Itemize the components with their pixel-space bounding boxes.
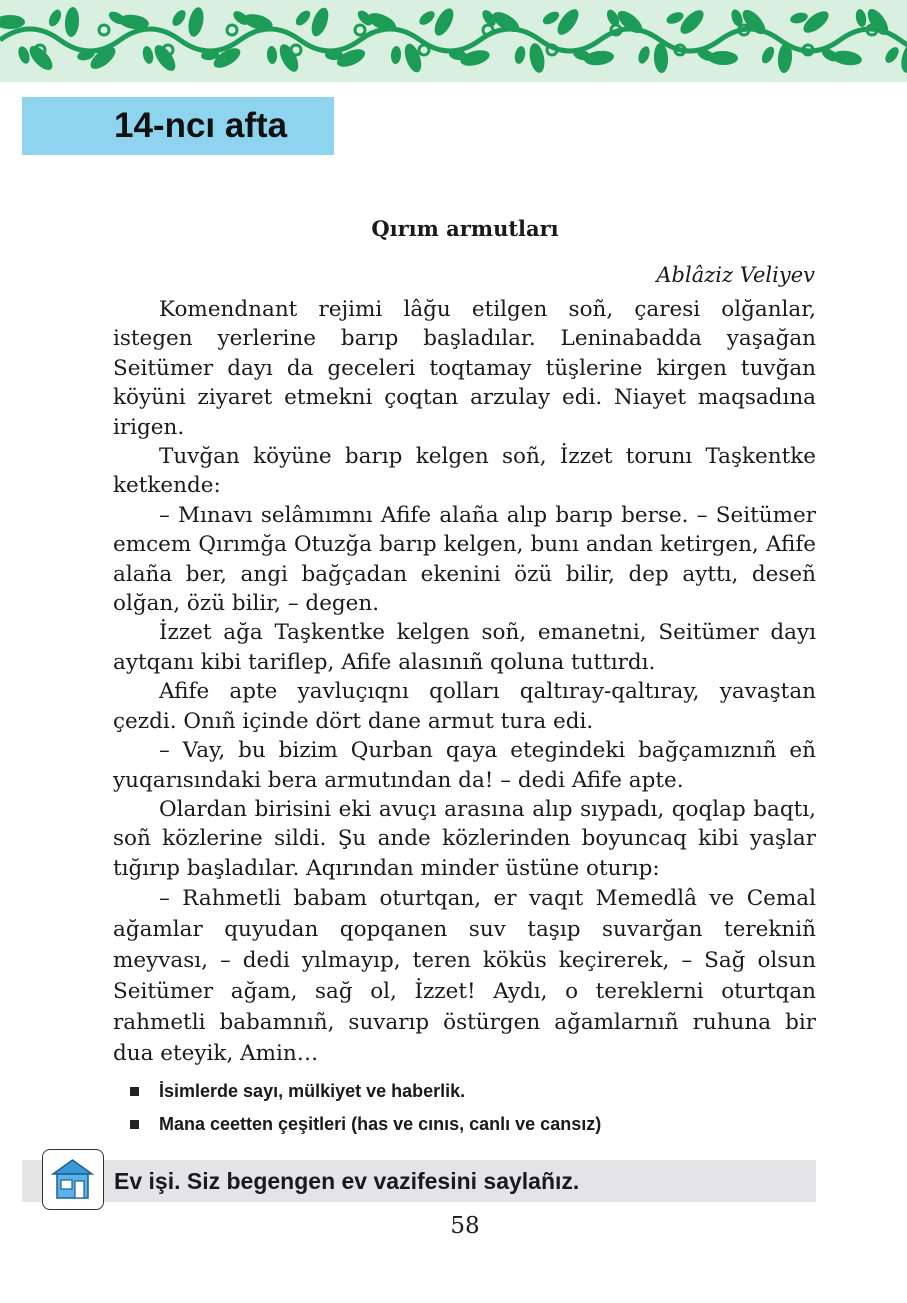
square-bullet-icon [130, 1087, 139, 1096]
topic-text: İsimlerde sayı, mülkiyet ve haberlik. [159, 1081, 466, 1101]
homework-text: Ev işi. Siz begengen ev vazifesini saylañız. [114, 1168, 580, 1194]
topic-text: Mana ceetten çeşitleri (has ve cınıs, canlı ve cansız) [159, 1114, 602, 1134]
homework-bar [22, 1160, 816, 1202]
topic-list [130, 1075, 601, 1141]
list-item [130, 1108, 601, 1141]
page-number: 58 [450, 1213, 480, 1239]
chapter-header [22, 97, 334, 155]
paragraph: Tuvğan köyüne barıp kelgen soñ, İzzet torunı Taşkentke ketkende: [113, 444, 816, 499]
paragraph: – Mınavı selâmımnı Afife alaña alıp barıp berse. – Seitümer emcem Qırımğa Otuzğa barıp kelgen, bunı andan ketirgen, Afife alaña ber, angi bağçadan ekenini özü bilir, dep ayttı, deseñ olğan, özü bilir, – degen. [113, 502, 816, 617]
paragraph: Afife apte yavluçıqnı qolları qaltıray-qaltıray, yavaştan çezdi. Onıñ içinde dört dane armut tura edi. [113, 679, 816, 734]
leaf-ornament-icon [0, 0, 907, 82]
list-item [130, 1075, 601, 1108]
square-bullet-icon [130, 1120, 139, 1129]
paragraph: – Rahmetli babam oturtqan, er vaqıt Memedlâ ve Cemal ağamlar quyudan qopqanen suv taşıp suvarğan terekniñ meyvası, – dedi yılmayıp, teren köküs keçirerek, – Sağ olsun Seitümer ağam, sağ ol, İzzet! Aydı, o tereklerni oturtqan rahmetli babamnıñ, suvarıp östürgen ağamlarnıñ ruhuna bir dua eteyik, Amin… [113, 886, 816, 1067]
house-icon [42, 1149, 104, 1210]
story-body [113, 295, 816, 1069]
story-title: Qırım armutları [371, 216, 559, 241]
paragraph: İzzet ağa Taşkentke kelgen soñ, emanetni, Seitümer dayı aytqanı kibi tariflep, Afife alasınıñ qoluna tuttırdı. [113, 620, 816, 675]
paragraph: Komendnant rejimi lâğu etilgen soñ, çaresi olğanlar, istegen yerlerine barıp başladılar. Leninabadda yaşağan Seitümer dayı da geceleri toqtamay tüşlerine kirgen tuvğan köyüni ziyaret etmekni çoqtan arzulay edi. Niayet maqsadına irigen. [113, 297, 816, 440]
story-author: Ablâziz Veliyev [656, 263, 815, 287]
paragraph: – Vay, bu bizim Qurban qaya etegindeki bağçamıznıñ eñ yuqarısındaki bera armutından da! – dedi Afife apte. [113, 738, 816, 793]
decorative-leaf-banner [0, 0, 907, 82]
paragraph: Olardan birisini eki avuçı arasına alıp sıypadı, qoqlap baqtı, soñ közlerine sildi. Şu ande közlerinden boyuncaq kibi yaşlar tığırıp başladılar. Aqırından minder üstüne oturıp: [113, 796, 816, 881]
chapter-title: 14-ncı afta [114, 106, 288, 145]
